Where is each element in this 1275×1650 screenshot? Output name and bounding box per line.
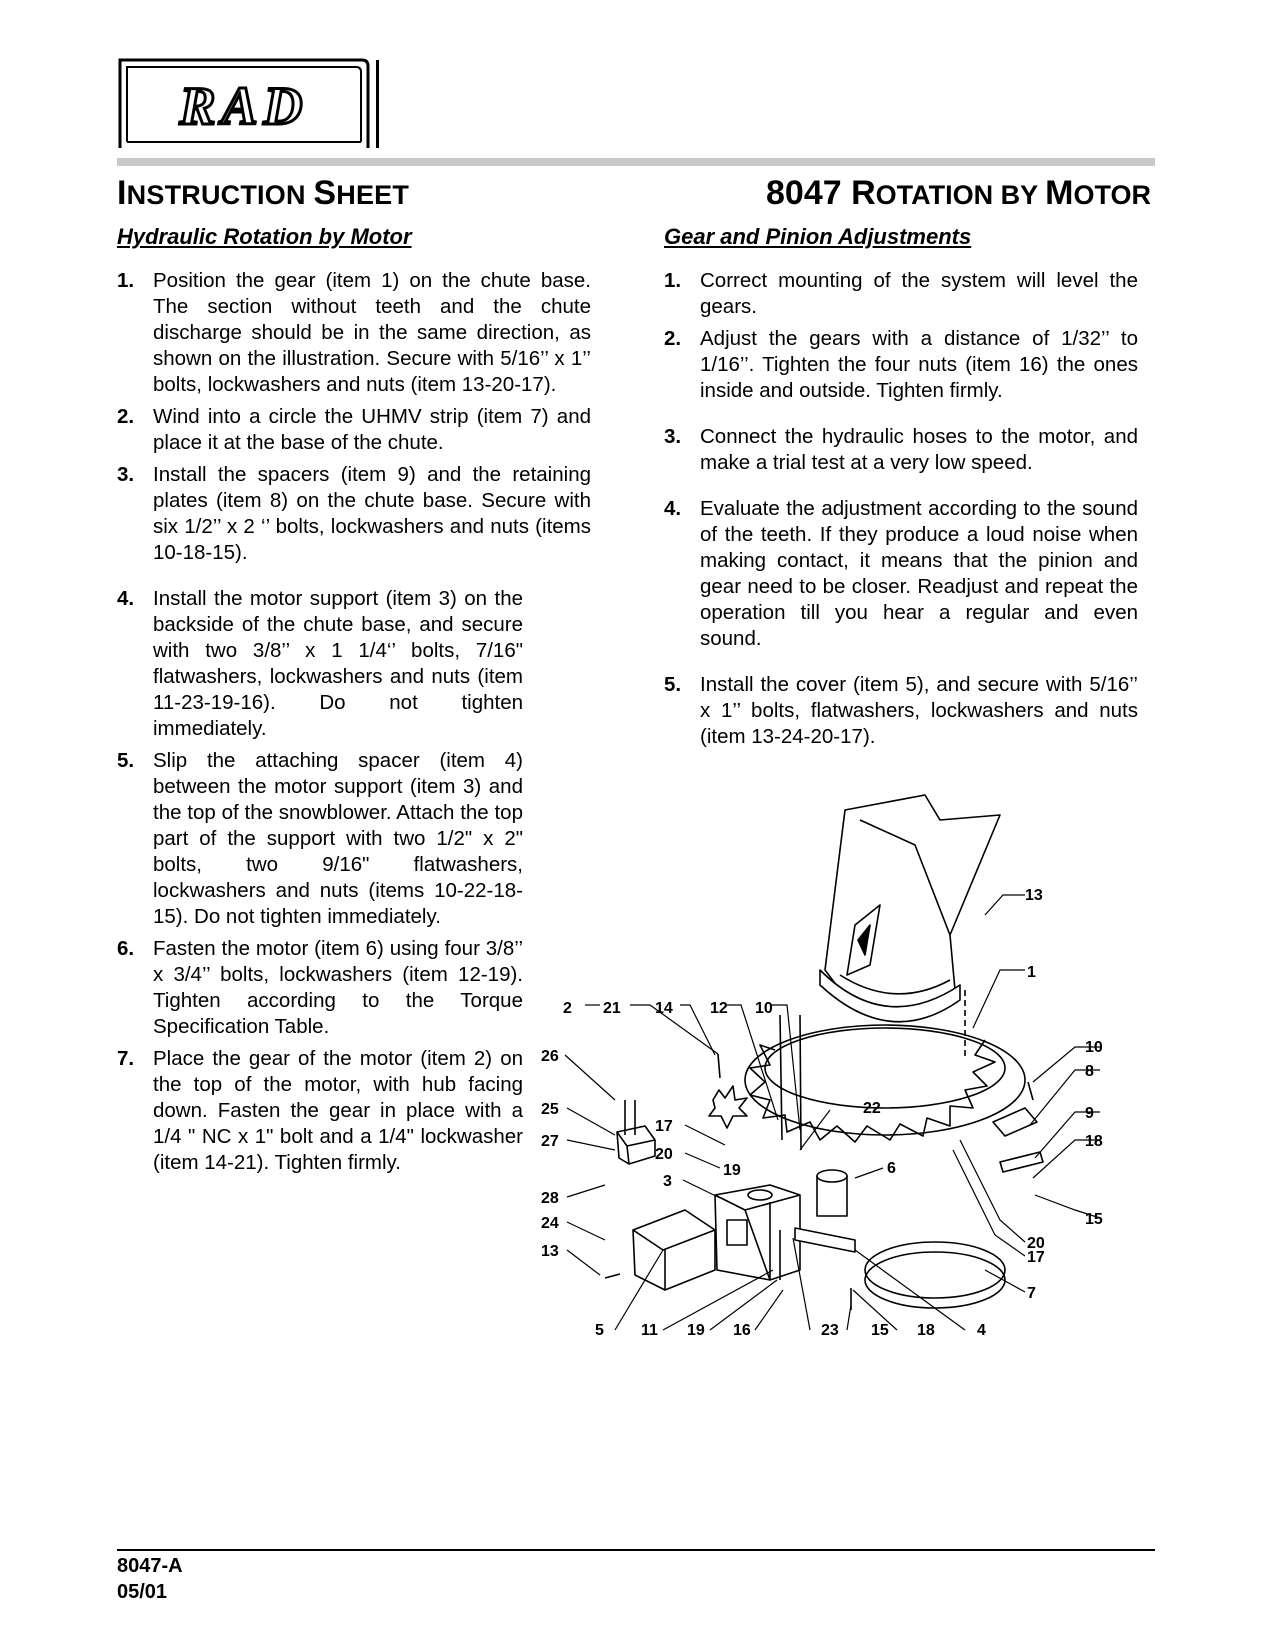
callout-23: 23 — [821, 1322, 839, 1339]
callout-11: 11 — [641, 1322, 658, 1339]
callout-18: 18 — [1085, 1133, 1103, 1150]
assembly-diagram — [541, 800, 1155, 1410]
doc-date: 05/01 — [117, 1581, 168, 1603]
callout-9: 9 — [1085, 1105, 1094, 1122]
callout-6: 6 — [887, 1160, 896, 1177]
callout-19: 19 — [723, 1162, 741, 1179]
callout-13b: 13 — [541, 1243, 559, 1260]
left-section-heading: Hydraulic Rotation by Motor — [117, 224, 412, 249]
list-item: 2. Adjust the gears with a distance of 1/32’’ to 1/16’’. Tighten the four nuts (item 16) the ones inside and outside. Tighten firmly. — [664, 327, 1138, 402]
callout-26: 26 — [541, 1048, 559, 1065]
header-rule — [117, 158, 1155, 166]
callout-10: 10 — [755, 1000, 773, 1017]
list-item: 3. Install the spacers (item 9) and the retaining plates (item 8) on the chute base. Secure with six 1/2’’ x 2 ‘’ bolts, lockwashers and nuts (items 10-18-15). — [117, 463, 591, 564]
list-item: 1. Correct mounting of the system will level the gears. — [664, 269, 1138, 318]
list-item: 6. Fasten the motor (item 6) using four 3/8’’ x 3/4’’ bolts, lockwashers (item 12-19). Tighten according to the Torque Specification Table. — [117, 937, 523, 1038]
callout-21: 21 — [603, 1000, 621, 1017]
callout-28: 28 — [541, 1190, 559, 1207]
list-item: 5. Slip the attaching spacer (item 4) between the motor support (item 3) and the top of the snowblower. Attach the top part of the support with two 1/2" x 2" bolts, two 9/16" flatwashers, lockwashers and nuts (items 10-22-18-15). Do not tighten immediately. — [117, 749, 523, 928]
callout-20b: 20 — [1027, 1235, 1045, 1252]
callout-15: 15 — [1085, 1211, 1103, 1228]
callout-13: 13 — [1025, 887, 1043, 904]
logo-text: RAD — [179, 76, 309, 136]
pinion — [709, 1086, 747, 1128]
list-item: 5. Install the cover (item 5), and secure with 5/16’’ x 1’’ bolts, flatwashers, lockwashers and nuts (item 13-24-20-17). — [664, 673, 1138, 748]
left-steps-list-narrow — [117, 586, 523, 1182]
footer-rule — [117, 1549, 1155, 1551]
chute-gear — [745, 1025, 1025, 1142]
callout-25: 25 — [541, 1101, 559, 1118]
callout-18b: 18 — [917, 1322, 935, 1339]
callout-12: 12 — [710, 1000, 728, 1017]
footer — [117, 1553, 183, 1605]
list-item: 1. Position the gear (item 1) on the chute base. The section without teeth and the chute discharge should be in the same direction, as shown on the illustration. Secure with 5/16’’ x 1’’ bolts, lockwashers and nuts (item 13-20-17). — [117, 269, 591, 396]
callout-24: 24 — [541, 1215, 559, 1232]
spacer — [795, 1228, 855, 1252]
left-steps-list — [117, 268, 591, 572]
callout-7: 7 — [1027, 1285, 1036, 1302]
right-steps-list — [664, 268, 1138, 756]
page-title-left: INSTRUCTION SHEET — [117, 174, 410, 212]
callout-14: 14 — [655, 1000, 673, 1017]
callout-17: 17 — [655, 1118, 673, 1135]
callout-17b: 17 — [1027, 1249, 1045, 1266]
list-item: 4. Install the motor support (item 3) on the backside of the chute base, and secure with two 3/8’’ x 1 1/4‘’ bolts, 7/16" flatwashers, lockwashers and nuts (item 11-23-19-16). Do not tighten immediately. — [117, 587, 523, 740]
callout-1: 1 — [1027, 964, 1036, 981]
rad-logo — [118, 58, 384, 150]
right-section-heading: Gear and Pinion Adjustments — [664, 224, 972, 249]
cover — [633, 1210, 715, 1290]
page-title-right: 8047 ROTATION BY MOTOR — [766, 174, 1151, 212]
callout-19b: 19 — [687, 1322, 705, 1339]
uhmv-strip — [865, 1242, 1005, 1298]
callout-16: 16 — [733, 1322, 751, 1339]
list-item: 7. Place the gear of the motor (item 2) on the top of the motor, with hub facing down. Fasten the gear in place with a 1/4 " NC x 1" bolt and a 1/4" lockwasher (item 14-21). Tighten firmly. — [117, 1047, 523, 1174]
callout-20: 20 — [655, 1146, 673, 1163]
callout-22: 22 — [863, 1100, 881, 1117]
callout-8: 8 — [1085, 1063, 1094, 1080]
list-item: 3. Connect the hydraulic hoses to the motor, and make a trial test at a very low speed. — [664, 425, 1138, 474]
list-item: 2. Wind into a circle the UHMV strip (item 7) and place it at the base of the chute. — [117, 405, 591, 454]
callout-3: 3 — [663, 1173, 672, 1190]
callout-15b: 15 — [871, 1322, 889, 1339]
callout-27: 27 — [541, 1133, 559, 1150]
list-item: 4. Evaluate the adjustment according to the sound of the teeth. If they produce a loud noise when making contact, it means that the pinion and gear need to be closer. Readjust and repeat the operation till you hear a regular and even sound. — [664, 497, 1138, 650]
callout-4: 4 — [977, 1322, 986, 1339]
callout-5: 5 — [595, 1322, 604, 1339]
callout-10b: 10 — [1085, 1039, 1103, 1056]
callout-2: 2 — [563, 1000, 572, 1017]
doc-number: 8047-A — [117, 1555, 183, 1577]
